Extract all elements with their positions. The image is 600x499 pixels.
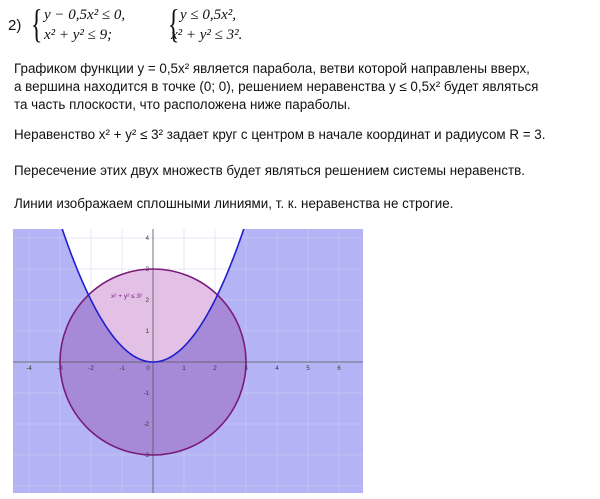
y-tick-label: 3 bbox=[145, 267, 149, 273]
x-tick-label: 6 bbox=[337, 366, 341, 372]
task-systems bbox=[8, 1, 588, 46]
circle-label: x² + y² ≤ 3² bbox=[111, 293, 143, 300]
x-tick-label: 4 bbox=[275, 366, 279, 372]
y-tick-label: 2 bbox=[145, 298, 149, 304]
paragraph-1-line-2: а вершина находится в точке (0; 0), решением неравенства y ≤ 0,5x² будет являться bbox=[14, 79, 539, 94]
x-tick-label: 5 bbox=[306, 366, 310, 372]
y-tick-label: 1 bbox=[145, 329, 149, 335]
system1-line1: y − 0,5x² ≤ 0, bbox=[44, 7, 126, 23]
y-tick-label: 4 bbox=[145, 236, 149, 242]
y-tick-label: -3 bbox=[143, 453, 149, 459]
paragraph-1-line-3: та часть плоскости, что расположена ниже параболы. bbox=[14, 97, 351, 112]
paragraph-1-line-1: Графиком функции y = 0,5x² является парабола, ветви которой направлены вверх, bbox=[14, 61, 530, 76]
x-tick-label: 0 bbox=[146, 366, 150, 372]
y-tick-label: -1 bbox=[143, 391, 149, 397]
x-tick-label: 2 bbox=[213, 366, 217, 372]
task-number: 2) bbox=[8, 17, 22, 34]
x-tick-label: 1 bbox=[182, 366, 186, 372]
paragraph-3: Пересечение этих двух множеств будет являться решением системы неравенств. bbox=[14, 163, 525, 178]
x-tick-label: -3 bbox=[57, 366, 63, 372]
system2-line1: y ≤ 0,5x², bbox=[180, 7, 237, 23]
system1-brace: { bbox=[30, 1, 43, 46]
x-tick-label: 3 bbox=[244, 366, 248, 372]
x-tick-label: -1 bbox=[119, 366, 125, 372]
x-tick-label: -4 bbox=[26, 366, 32, 372]
y-tick-label: -2 bbox=[143, 422, 149, 428]
graph bbox=[13, 229, 363, 493]
paragraph-4: Линии изображаем сплошными линиями, т. к. неравенства не строгие. bbox=[14, 196, 454, 211]
system2-brace: { bbox=[167, 1, 180, 46]
system1-line2: x² + y² ≤ 9; bbox=[44, 27, 113, 43]
paragraph-2: Неравенство x² + y² ≤ 3² задает круг с центром в начале координат и радиусом R = 3. bbox=[14, 127, 546, 142]
system2-line2: x² + y² ≤ 3². bbox=[171, 27, 243, 43]
x-tick-label: -2 bbox=[88, 366, 94, 372]
